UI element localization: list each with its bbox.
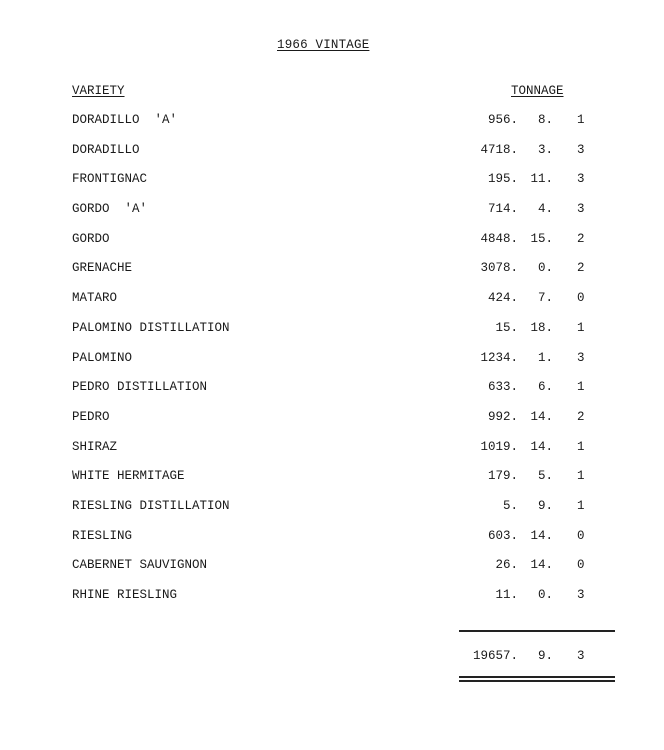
variety-name: MATARO <box>72 291 118 306</box>
tons-value: 15. <box>495 320 518 335</box>
tons-value: 4718. <box>480 142 518 157</box>
cwt-value: 14. <box>530 439 553 454</box>
variety-name: PALOMINO <box>72 350 133 365</box>
variety-name: DORADILLO <box>72 142 140 157</box>
table-row <box>0 172 664 202</box>
variety-name: GORDO <box>72 231 110 246</box>
total-row <box>0 649 664 669</box>
qtr-value: 1 <box>577 439 585 454</box>
table-row <box>0 529 664 559</box>
qtr-value: 0 <box>577 291 585 306</box>
table-row <box>0 380 664 410</box>
variety-name: PALOMINO DISTILLATION <box>72 320 230 335</box>
cwt-value: 11. <box>530 172 553 187</box>
total-tons-value: 19657. <box>472 649 518 663</box>
table-row <box>0 558 664 588</box>
qtr-value: 2 <box>577 261 585 276</box>
cwt-value: 3. <box>537 142 553 157</box>
table-row <box>0 261 664 291</box>
column-header-tonnage: TONNAGE <box>511 84 564 98</box>
table-row <box>0 499 664 529</box>
qtr-value: 2 <box>577 231 585 246</box>
variety-name: PEDRO <box>72 409 110 424</box>
qtr-value: 0 <box>577 558 585 573</box>
column-header-variety: VARIETY <box>72 84 125 98</box>
table-row <box>0 410 664 440</box>
tons-value: 633. <box>487 380 518 395</box>
cwt-value: 5. <box>537 469 553 484</box>
table-row <box>0 232 664 262</box>
variety-name: GRENACHE <box>72 261 133 276</box>
cwt-value: 0. <box>537 588 553 602</box>
variety-name: WHITE HERMITAGE <box>72 469 185 484</box>
cwt-value: 9. <box>537 498 553 513</box>
variety-name: SHIRAZ <box>72 439 118 454</box>
qtr-value: 3 <box>577 142 585 157</box>
tons-value: 603. <box>487 528 518 543</box>
variety-name: PEDRO DISTILLATION <box>72 380 208 395</box>
table-row <box>0 588 664 618</box>
tons-value: 714. <box>487 202 518 217</box>
cwt-value: 0. <box>537 261 553 276</box>
qtr-value: 2 <box>577 409 585 424</box>
tons-value: 195. <box>487 172 518 187</box>
variety-table <box>0 113 664 618</box>
qtr-value: 3 <box>577 172 585 187</box>
total-double-rule-lower <box>459 680 615 682</box>
variety-name: RIESLING DISTILLATION <box>72 498 230 513</box>
tons-value: 3078. <box>480 261 518 276</box>
tons-value: 179. <box>487 469 518 484</box>
cwt-value: 8. <box>537 113 553 127</box>
tons-value: 424. <box>487 291 518 306</box>
tons-value: 5. <box>502 498 518 513</box>
cwt-value: 14. <box>530 409 553 424</box>
qtr-value: 3 <box>577 202 585 217</box>
table-row <box>0 291 664 321</box>
table-row <box>0 202 664 232</box>
cwt-value: 15. <box>530 231 553 246</box>
table-row <box>0 440 664 470</box>
variety-name: GORDO 'A' <box>72 202 148 217</box>
tons-value: 1234. <box>480 350 518 365</box>
total-rule-top <box>459 630 615 632</box>
table-row <box>0 321 664 351</box>
qtr-value: 3 <box>577 588 585 602</box>
page-title: 1966 VINTAGE <box>277 38 370 52</box>
table-row <box>0 113 664 143</box>
table-row <box>0 351 664 381</box>
table-row <box>0 143 664 173</box>
variety-name: RIESLING <box>72 528 133 543</box>
table-row <box>0 469 664 499</box>
cwt-value: 14. <box>530 528 553 543</box>
cwt-value: 6. <box>537 380 553 395</box>
variety-name: CABERNET SAUVIGNON <box>72 558 208 573</box>
qtr-value: 1 <box>577 469 585 484</box>
cwt-value: 7. <box>537 291 553 306</box>
total-qtr-value: 3 <box>577 649 585 663</box>
variety-name: DORADILLO 'A' <box>72 113 178 127</box>
qtr-value: 0 <box>577 528 585 543</box>
qtr-value: 1 <box>577 498 585 513</box>
tons-value: 11. <box>495 588 518 602</box>
qtr-value: 1 <box>577 320 585 335</box>
total-cwt-value: 9. <box>537 649 553 663</box>
cwt-value: 14. <box>530 558 553 573</box>
tons-value: 4848. <box>480 231 518 246</box>
qtr-value: 1 <box>577 113 585 127</box>
cwt-value: 4. <box>537 202 553 217</box>
variety-name: FRONTIGNAC <box>72 172 148 187</box>
tons-value: 956. <box>487 113 518 127</box>
total-double-rule-upper <box>459 676 615 678</box>
qtr-value: 3 <box>577 350 585 365</box>
qtr-value: 1 <box>577 380 585 395</box>
cwt-value: 1. <box>537 350 553 365</box>
tons-value: 1019. <box>480 439 518 454</box>
tons-value: 992. <box>487 409 518 424</box>
variety-name: RHINE RIESLING <box>72 588 178 602</box>
tons-value: 26. <box>495 558 518 573</box>
cwt-value: 18. <box>530 320 553 335</box>
